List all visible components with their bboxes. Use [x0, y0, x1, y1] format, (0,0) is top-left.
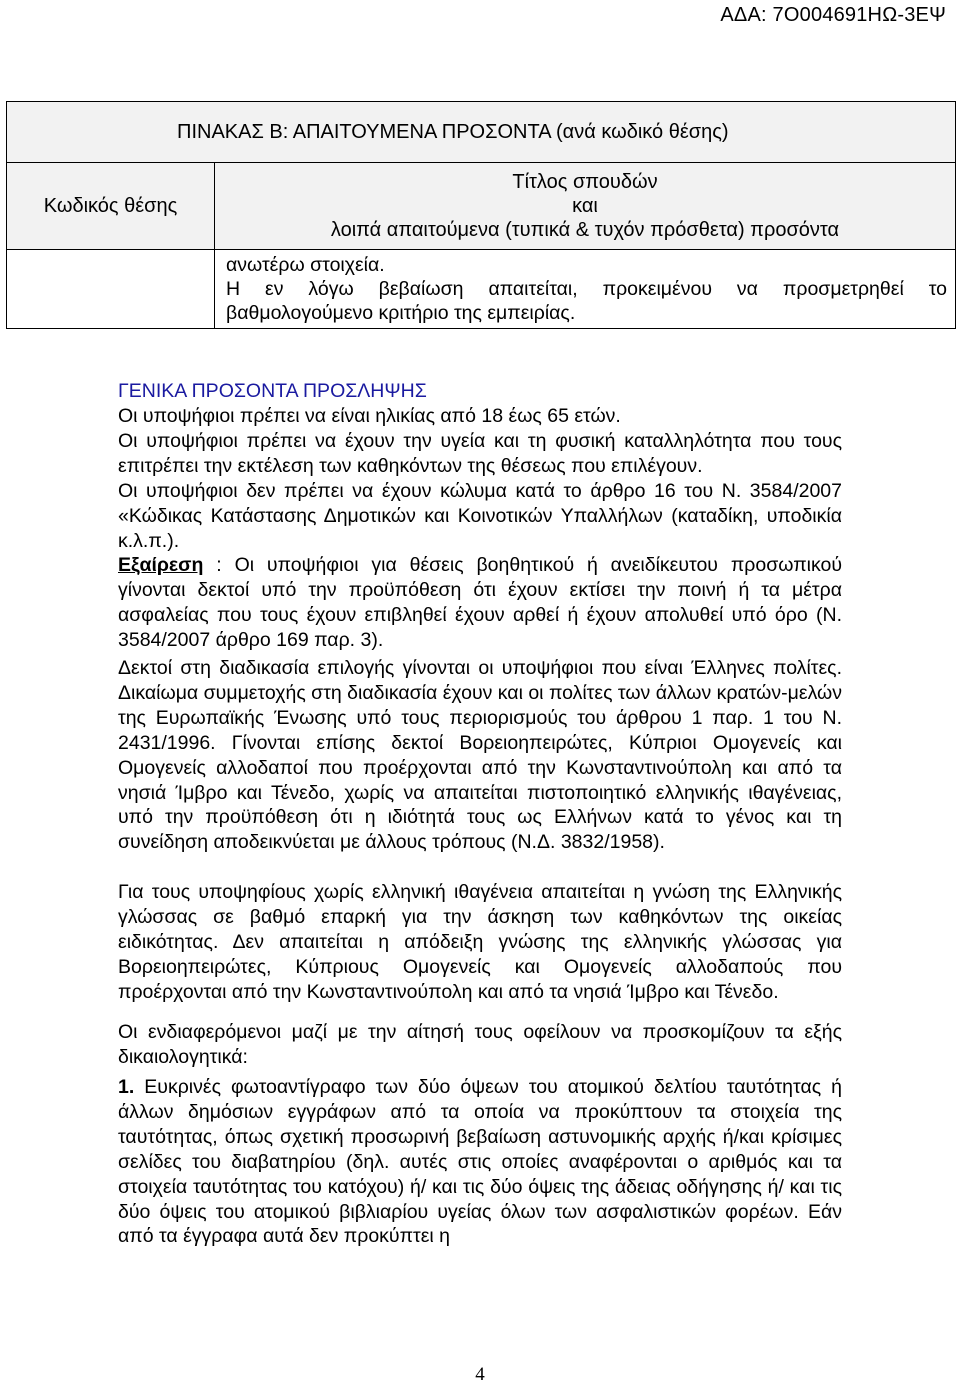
table-continuation-row — [7, 250, 956, 329]
nationality-section — [118, 656, 842, 855]
exception-label: Εξαίρεση — [118, 554, 204, 577]
table-heading-row — [7, 102, 956, 163]
item-number: 1. — [118, 1076, 135, 1098]
column-header-title — [215, 163, 956, 250]
paragraph-nationality: Δεκτοί στη διαδικασία επιλογής γίνονται οι υποψήφιοι που είναι Έλληνες πολίτες. Δικαίωμα συμμετοχής στη διαδικασία έχουν και οι πολίτες των άλλων κρατών-μελών της Ευρωπαϊκής Ένωσης υπό τους περιορισμούς του άρθρου 1 παρ. 1 του Ν. 2431/1996. Γίνονται επίσης δεκτοί Βορειοηπειρώτες, Κύπριοι Ομογενείς και Ομογενείς αλλοδαποί που προέρχονται από την Κωνσταντινούπολη και από τα νησιά Ίμβρο και Τένεδο, χωρίς να απαιτείται πιστοποιητικό ελληνικής ιθαγένειας, υπό την προϋπόθεση ότι η ιδιότητά τους ως Ελλήνων κατά το γένος και τη συνείδηση αποδεικνύεται με άλλους τρόπους (Ν.Δ. 3832/1958). — [118, 657, 842, 854]
paragraph-exception — [118, 553, 842, 653]
page-number: 4 — [475, 1364, 485, 1385]
title-line-1: Τίτλος σπουδών — [512, 171, 658, 193]
continuation-line-2: Η εν λόγω βεβαίωση απαιτείται, προκειμένου να προσμετρηθεί το — [226, 278, 947, 300]
column-header-code: Κωδικός θέσης — [7, 163, 215, 250]
title-line-2: και — [572, 195, 598, 217]
language-section — [118, 880, 842, 1005]
exception-text: : Οι υποψήφιοι για θέσεις βοηθητικού ή ανειδίκευτου προσωπικού γίνονται δεκτοί υπό την προϋπόθεση ότι έχουν εκτίσει την ποινή ή τα μέτρα ασφαλείας που τους έχουν επιβληθεί έχουν αρθεί ή έχουν απολυθεί υπό όρο (Ν. 3584/2007 άρθρο 169 παρ. 3). — [118, 554, 842, 652]
ada-header: ΑΔΑ: 7Ο004691ΗΩ-3ΕΨ — [720, 4, 946, 26]
item-text: Ευκρινές φωτοαντίγραφο των δύο όψεων του ατομικού δελτίου ταυτότητας ή άλλων δημόσιων εγγράφων από τα οποία να προκύπτουν τα στοιχεία της ταυτότητας, όπως σχετική προσωρινή βεβαίωση αστυνομικής αρχής ή/και κρίσιμες σελίδες του διαβατηρίου (δηλ. αυτές στις οποίες αναφέρονται ο αριθμός και τα στοιχεία ταυτότητας του κατόχου) ή/ και τις δύο όψεις της άδειας οδήγησης ή/ και τις δύο όψεις του ατομικού βιβλιαρίου υγείας όλων των ασφαλιστικών φορέων. Εάν από τα έγγραφα αυτά δεν προκύπτει η — [118, 1076, 842, 1248]
empty-code-cell — [7, 250, 215, 329]
section-title: ΓΕΝΙΚΑ ΠΡΟΣΟΝΤΑ ΠΡΟΣΛΗΨΗΣ — [118, 380, 427, 402]
continuation-line-1: ανωτέρω στοιχεία. — [226, 254, 385, 276]
table-header-row — [7, 163, 956, 250]
paragraph-documents-intro: Οι ενδιαφερόμενοι μαζί με την αίτησή τους οφείλουν να προσκομίζουν τα εξής δικαιολογητικά: — [118, 1021, 842, 1068]
title-line-3: λοιπά απαιτούμενα (τυπικά & τυχόν πρόσθετα) προσόντα — [330, 219, 840, 241]
continuation-line-3: βαθμολογούμενο κριτήριο της εμπειρίας. — [226, 302, 576, 324]
paragraph-health: Οι υποψήφιοι πρέπει να έχουν την υγεία και τη φυσική καταλληλότητα που τους επιτρέπει την εκτέλεση των καθηκόντων της θέσεως που επιλέγουν. — [118, 429, 842, 477]
general-requirements — [118, 404, 842, 653]
requirements-table — [6, 101, 956, 329]
paragraph-age: Οι υποψήφιοι πρέπει να είναι ηλικίας από 18 έως 65 ετών. — [118, 405, 621, 427]
list-item — [118, 1075, 842, 1249]
documents-list — [118, 1075, 842, 1249]
paragraph-language: Για τους υποψηφίους χωρίς ελληνική ιθαγένεια απαιτείται η γνώση της Ελληνικής γλώσσας σε βαθμό επαρκή για την άσκηση των καθηκόντων της οικείας ειδικότητας. Δεν απαιτείται η απόδειξη γνώσης της ελληνικής γλώσσας για Βορειοηπειρώτες, Κύπριους Ομογενείς και Ομογενείς αλλοδαπούς που προέρχονται από την Κωνσταντινούπολη και από τα νησιά Ίμβρο και Τένεδο. — [118, 881, 842, 1003]
continuation-cell — [215, 250, 956, 329]
table-heading: ΠΙΝΑΚΑΣ Β: ΑΠΑΙΤΟΥΜΕΝΑ ΠΡΟΣΟΝΤΑ (ανά κωδικό θέσης) — [7, 102, 956, 163]
documents-section — [118, 1020, 842, 1070]
paragraph-impediment: Οι υποψήφιοι δεν πρέπει να έχουν κώλυμα κατά το άρθρο 16 του Ν. 3584/2007 «Κώδικας Κατάστασης Δημοτικών και Κοινοτικών Υπαλλήλων (καταδίκη, υποδικία κ.λ.π.). — [118, 479, 842, 552]
